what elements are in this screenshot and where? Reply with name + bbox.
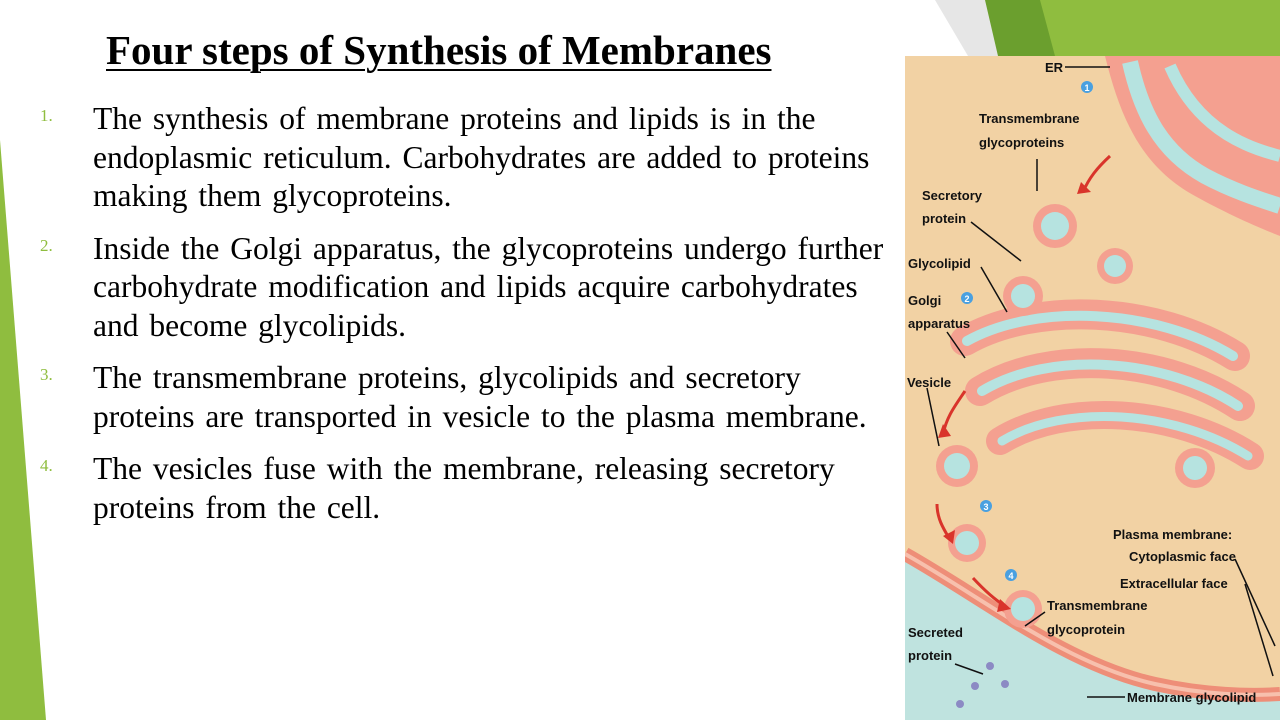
steps-list — [40, 100, 885, 541]
step-marker-4-label: 4 — [1008, 571, 1014, 581]
step-item-4 — [40, 450, 885, 527]
label-golgi-apparatus-2: apparatus — [908, 316, 971, 331]
step-number: 4. — [40, 456, 53, 475]
label-transmembrane-glycoproteins-2: glycoproteins — [979, 135, 1065, 150]
label-extracellular-face: Extracellular face — [1120, 576, 1228, 591]
secreted-protein-dot — [986, 662, 994, 670]
step-text: Inside the Golgi apparatus, the glycoproteins undergo further carbohydrate modification and lipids acquire carbohydrates and become glycolipids. — [93, 230, 884, 343]
step-item-2 — [40, 230, 885, 346]
vesicle-6-lumen — [1183, 456, 1207, 480]
label-plasma-membrane: Plasma membrane: — [1113, 527, 1233, 542]
step-item-3 — [40, 359, 885, 436]
label-vesicle: Vesicle — [907, 375, 952, 390]
step-text: The transmembrane proteins, glycolipids and secretory proteins are transported in vesicle to the plasma membrane. — [93, 360, 867, 434]
label-transmembrane-glycoprotein-1: Transmembrane — [1047, 598, 1148, 613]
top-right-green-band — [1040, 0, 1280, 56]
label-transmembrane-glycoproteins-1: Transmembrane — [979, 111, 1080, 126]
membrane-synthesis-figure — [905, 56, 1280, 720]
label-er: ER — [1045, 60, 1064, 75]
label-secreted-protein-1: Secreted — [908, 625, 963, 640]
step-marker-2-label: 2 — [964, 294, 970, 304]
vesicle-1-lumen — [1041, 212, 1069, 240]
label-membrane-glycolipid: Membrane glycolipid — [1127, 690, 1257, 705]
step-number: 2. — [40, 235, 53, 255]
step-marker-1-label: 1 — [1084, 83, 1090, 93]
secreted-protein-dot — [1001, 680, 1009, 688]
vesicle-2-lumen — [1011, 284, 1035, 308]
step-marker-3-label: 3 — [983, 502, 989, 512]
label-cytoplasmic-face: Cytoplasmic face — [1129, 549, 1236, 564]
secreted-protein-dot — [971, 682, 979, 690]
step-text: The synthesis of membrane proteins and lipids is in the endoplasmic reticulum. Carbohydrates are added to proteins making them glycoproteins. — [93, 101, 870, 213]
step-number: 3. — [40, 365, 53, 384]
vesicle-fusing-lumen — [1011, 597, 1035, 621]
step-item-1 — [40, 100, 885, 216]
vesicle-5-lumen — [955, 531, 979, 555]
step-text: The vesicles fuse with the membrane, releasing secretory proteins from the cell. — [93, 451, 835, 525]
secreted-protein-dot — [956, 700, 964, 708]
label-secretory-protein-2: protein — [922, 211, 967, 226]
vesicle-3-lumen — [1104, 255, 1126, 277]
vesicle-4-lumen — [944, 453, 970, 479]
label-glycolipid: Glycolipid — [908, 256, 971, 271]
label-secreted-protein-2: protein — [908, 648, 953, 663]
label-golgi-apparatus-1: Golgi — [908, 293, 942, 308]
label-secretory-protein-1: Secretory — [922, 188, 982, 203]
slide-title: Four steps of Synthesis of Membranes — [106, 27, 772, 73]
figure-illustration — [905, 56, 1280, 720]
label-transmembrane-glycoprotein-2: glycoprotein — [1047, 622, 1126, 637]
step-number: 1. — [40, 106, 53, 125]
